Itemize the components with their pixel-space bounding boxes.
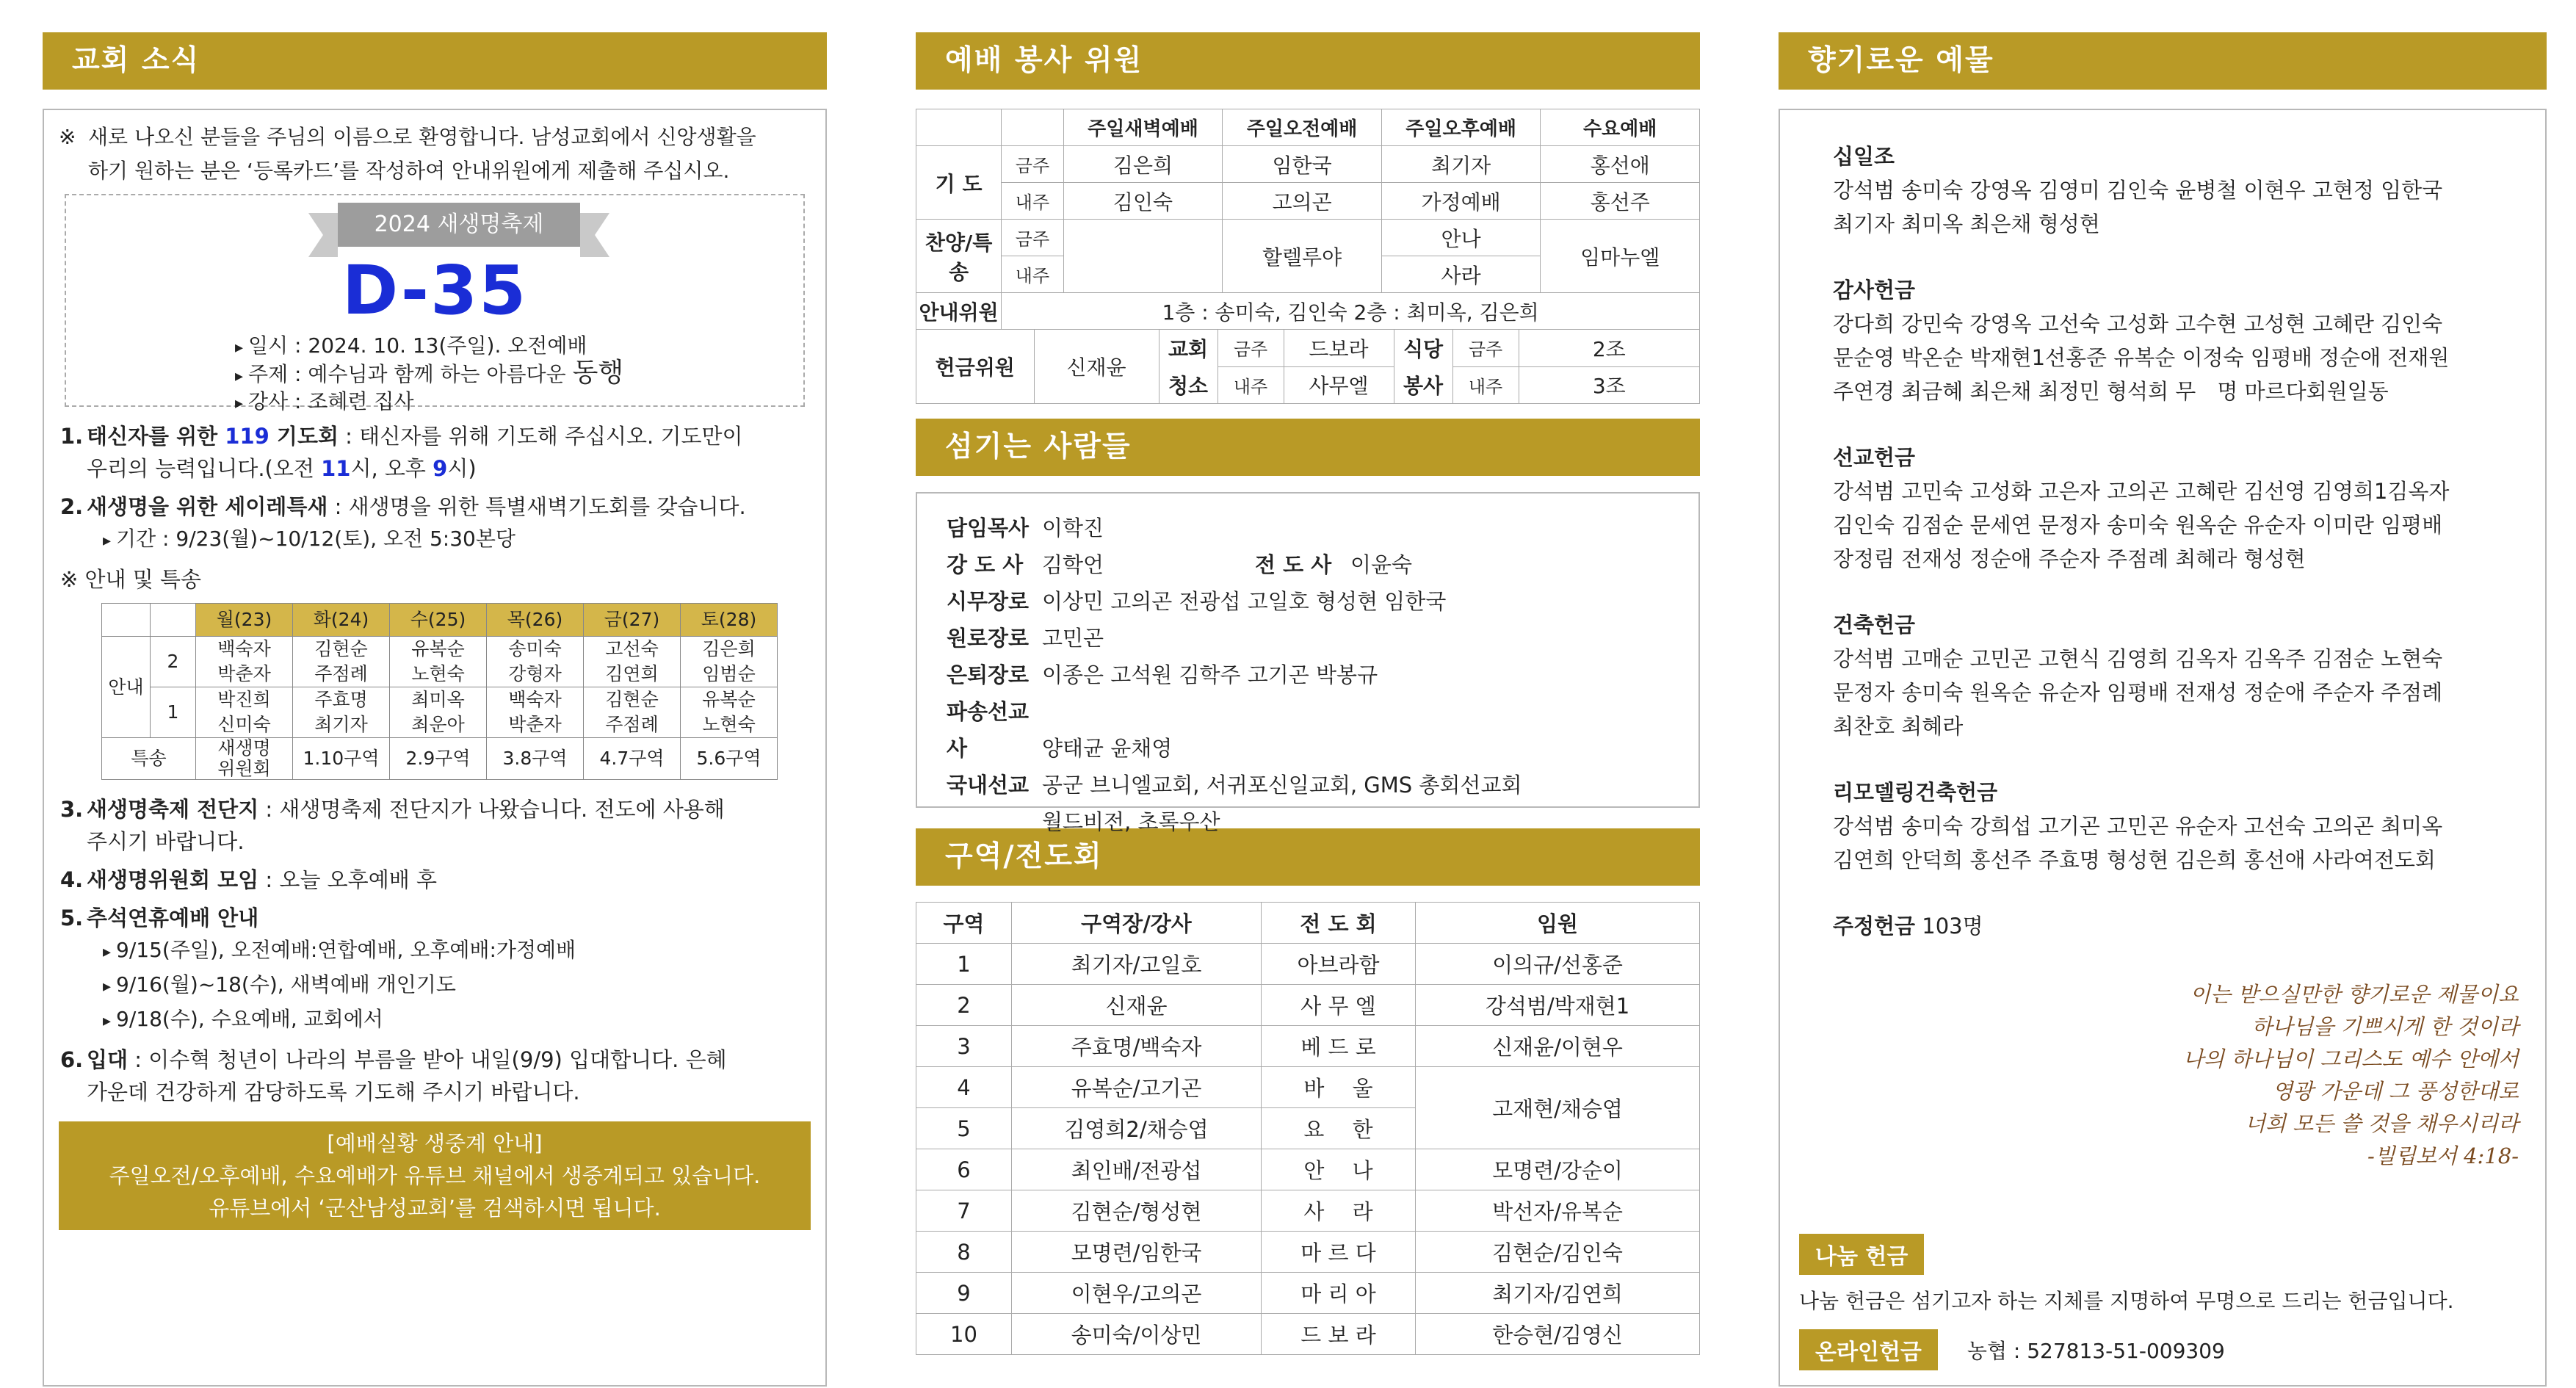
table-row: 9 이현우/고의곤 마 리 아 최기자/김연희 — [916, 1273, 1700, 1314]
news-item-5-sub: ▸ 9/15(주일), 오전예배:연합예배, 오후예배:가정예배 — [60, 934, 811, 969]
online-account: 농협 : 527813-51-009309 — [1967, 1339, 2225, 1363]
livestream-notice — [59, 1121, 811, 1230]
festival-ribbon: 2024 새생명축제 — [338, 203, 580, 247]
guide-schedule-table: 월(23) 화(24) 수(25) 목(26) 금(27) 토(28) 안내 2 백숙자 박춘자 김현순 주점례 유복순 노현숙 송미숙 강형자 고선숙 김연희 김은희 임범순 1 박진희 신미숙 주효명 최기자 최미옥 최운아 백숙자 박춘자 김현순 주점례 유복순 노현숙 특송 새생명 위원회 1.10구역 2.9구역 3.8구역 4.7구역 5.6구역 — [101, 603, 778, 780]
worship-header: 예배 봉사 위원 — [916, 32, 1700, 90]
table-row: 10 송미숙/이상민 드 보 라 한승현/김영신 — [916, 1314, 1700, 1355]
staff-row: 강 도 사 김학언 전 도 사 이윤숙 — [947, 552, 1413, 577]
table-row: 7 김현순/형성현 사 라 박선자/유복순 — [916, 1190, 1700, 1232]
table-row: 8 모명련/임한국 마 르 다 김현순/김인숙 — [916, 1232, 1700, 1273]
offerings-column — [1779, 32, 2547, 1387]
worship-service-table: 주일새벽예배 주일오전예배 주일오후예배 수요예배 기 도 금주 김은희 임한국 최기자 홍선애 내주 김인숙 고의곤 가정예배 홍선주 찬양/특송 금주 할렐루야 안나 임마누엘 내주 사라 안내위원 1층 : 송미숙, 김인숙 2층 : 최미옥, 김은희 헌금위원 신재윤 교회 금주 드보라 식당 금주 2조 청소 내주 사무엘 봉사 내주 3조 — [916, 109, 1700, 404]
offering-group-title: 리모델링건축헌금 — [1833, 780, 1998, 805]
offering-group-title: 십일조 — [1833, 144, 1895, 169]
news-item-2-period: ▸ 기간 : 9/23(월)~10/12(토), 오전 5:30본당 — [60, 523, 811, 557]
dday-counter: D-35 — [341, 251, 528, 330]
table-row: 5 김영희2/채승엽 요 한 — [916, 1108, 1700, 1149]
note-mark: ※ — [59, 125, 76, 149]
livestream-title: [예배실황 생중계 안내] — [327, 1131, 543, 1156]
sharing-tag: 나눔 헌금 — [1799, 1234, 1924, 1275]
districts-header: 구역/전도회 — [916, 828, 1700, 886]
scripture-verse: 이는 받으실만한 향기로운 제물이요 하나님을 기쁘시게 한 것이라 나의 하나님이 그리스도 예수 안에서 영광 가운데 그 풍성한대로 너희 모든 쓸 것을 채우시리라 -빌립보서 4:18- — [2182, 982, 2519, 1168]
jujeong-offering: 주정헌금 103명 — [1833, 914, 1983, 939]
news-item-5: 5. 추석연휴예배 안내 — [60, 906, 259, 930]
staff-row: 파송선교사 양태균 윤채영 — [947, 699, 1173, 761]
sharing-text: 나눔 헌금은 섬기고자 하는 지체를 지명하여 무명으로 드리는 헌금입니다. — [1799, 1289, 2454, 1313]
table-row: 3 주효명/백숙자 베 드 로 신재윤/이현우 — [916, 1026, 1700, 1067]
table-row: 4 유복순/고기곤 바 울 고재현/채승엽 — [916, 1067, 1700, 1108]
staff-row: 원로장로 고민곤 — [947, 626, 1104, 651]
online-tag: 온라인헌금 — [1799, 1329, 1938, 1370]
table-row: 6 최인배/전광섭 안 나 모명련/강순이 — [916, 1149, 1700, 1190]
online-offering — [1799, 1329, 2225, 1370]
offerings-header: 향기로운 예물 — [1779, 32, 2547, 90]
livestream-line: 유튜브에서 ‘군산남성교회’를 검색하시면 됩니다. — [209, 1196, 661, 1221]
news-item-6: 6. 입대 : 이수혁 청년이 나라의 부름을 받아 내일(9/9) 입대합니다. 은혜 가운데 건강하게 감당하도록 기도해 주시기 바랍니다. — [60, 1047, 727, 1105]
welcome-notice — [44, 110, 825, 188]
news-item-2: 2. 새생명을 위한 세이레특새 : 새생명을 위한 특별새벽기도회를 갖습니다. — [60, 494, 746, 519]
servants-box — [916, 492, 1700, 834]
staff-row: 월드비전, 초록우산 — [1042, 809, 1220, 834]
staff-row: 은퇴장로 이종은 고석원 김학주 고기곤 박봉규 — [947, 662, 1378, 687]
festival-box — [65, 194, 805, 413]
staff-row: 시무장로 이상민 고의곤 전광섭 고일호 형성현 임한국 — [947, 589, 1447, 614]
sharing-offering — [1799, 1234, 2454, 1315]
festival-speaker: ▸ 강사 : 조혜련 집사 — [235, 389, 623, 416]
news-item-5-sub: ▸ 9/18(수), 수요예배, 교회에서 — [60, 1003, 811, 1038]
festival-theme: ▸ 주제 : 예수님과 함께 하는 아름다운 동행 — [235, 361, 623, 389]
news-item-1: 1. 태신자를 위한 119 기도회 : 태신자를 위해 기도해 주십시오. 기도만이 우리의 능력입니다.(오전 11시, 오후 9시) — [60, 424, 743, 481]
news-item-3: 3. 새생명축제 전단지 : 새생명축제 전단지가 나왔습니다. 전도에 사용해 주시기 바랍니다. — [60, 797, 725, 854]
church-news-box — [43, 109, 827, 1387]
staff-row: 담임목사 이학진 — [947, 516, 1104, 541]
table-row: 2 신재윤 사 무 엘 강석범/박재현1 — [916, 985, 1700, 1026]
servants-header: 섬기는 사람들 — [916, 419, 1700, 476]
church-news-column — [43, 32, 827, 1387]
offering-group-title: 감사헌금 — [1833, 278, 1916, 303]
guide-title: ※ 안내 및 특송 — [60, 567, 202, 592]
offering-group-title: 건축헌금 — [1833, 612, 1916, 637]
offering-group-title: 선교헌금 — [1833, 445, 1916, 470]
staff-row: 국내선교 공군 브니엘교회, 서귀포신일교회, GMS 총회선교회 — [947, 773, 1522, 798]
livestream-line: 주일오전/오후예배, 수요예배가 유튜브 채널에서 생중계되고 있습니다. — [109, 1163, 761, 1188]
table-row: 1 최기자/고일호 아브라함 이의규/선홍준 — [916, 944, 1700, 985]
districts-table: 구역 구역장/강사 전 도 회 임원 1 최기자/고일호 아브라함 이의규/선홍준 2 신재윤 사 무 엘 강석범/박재현1 3 주효명/백숙자 베 드 로 신재윤/이현우 4 유복순/고기곤 바 울 고재현/채승엽 5 김영희2/채승엽 요 한 6 최인배/전광섭 안 나 모명련/강순이 7 김현순/형성현 사 라 박선자/유복순 8 모명련/임한국 마 르 다 김현순/김인숙 9 이현우/고의곤 마 리 아 최기자/김연희 10 송미숙/이상민 드 보 라 한승현/김영신 — [916, 902, 1700, 1355]
news-items — [44, 407, 825, 1108]
festival-date: ▸ 일시 : 2024. 10. 13(주일). 오전예배 — [235, 333, 623, 361]
news-item-5-sub: ▸ 9/16(월)~18(수), 새벽예배 개인기도 — [60, 969, 811, 1003]
offering-groups: 십일조 강석범 송미숙 강영옥 김영미 김인숙 윤병철 이현우 고현정 임한국 최기자 최미옥 최은채 형성현 감사헌금 강다희 강민숙 강영옥 고선숙 고성화 고수현 고성현 고혜란 김인숙 문순영 박온순 박재현1선홍준 유복순 이정숙 임평배 정순애 전재원 주연경 최금혜 최은채 최정민 형석희 무 명 마르다회원일동 선교헌금 강석범 고민숙 고성화 고은자 고의곤 고혜란 김선영 김영희1김옥자 김인숙 김점순 문세연 문정자 송미숙 원옥순 유순자 이미란 임평배 장정림 전재성 정순애 주순자 주점례 최혜라 형성현 건축헌금 강석범 고매순 고민곤 고현식 김영희 김옥자 김옥주 김점순 노현숙 문정자 송미숙 원옥순 유순자 임평배 전재성 정순애 주순자 주점례 최찬호 최혜라 리모델링건축헌금 강석범 송미숙 강희섭 고기곤 고민곤 유순자 고선숙 고의곤 최미옥 김연희 안덕희 홍선주 주효명 형성현 김은희 홍선애 사라여전도회 주정헌금 103명 — [1780, 110, 2545, 943]
welcome-line: 하기 원하는 분은 ‘등록카드’를 작성하여 안내위원에게 제출해 주십시오. — [88, 159, 730, 183]
news-item-4: 4. 새생명위원회 모임 : 오늘 오후예배 후 — [60, 867, 437, 892]
offerings-box — [1779, 109, 2547, 1387]
welcome-line: 새로 나오신 분들을 주님의 이름으로 환영합니다. 남성교회에서 신앙생활을 — [88, 125, 756, 149]
festival-details — [235, 333, 623, 416]
worship-column — [916, 32, 1700, 1355]
church-news-header: 교회 소식 — [43, 32, 827, 90]
